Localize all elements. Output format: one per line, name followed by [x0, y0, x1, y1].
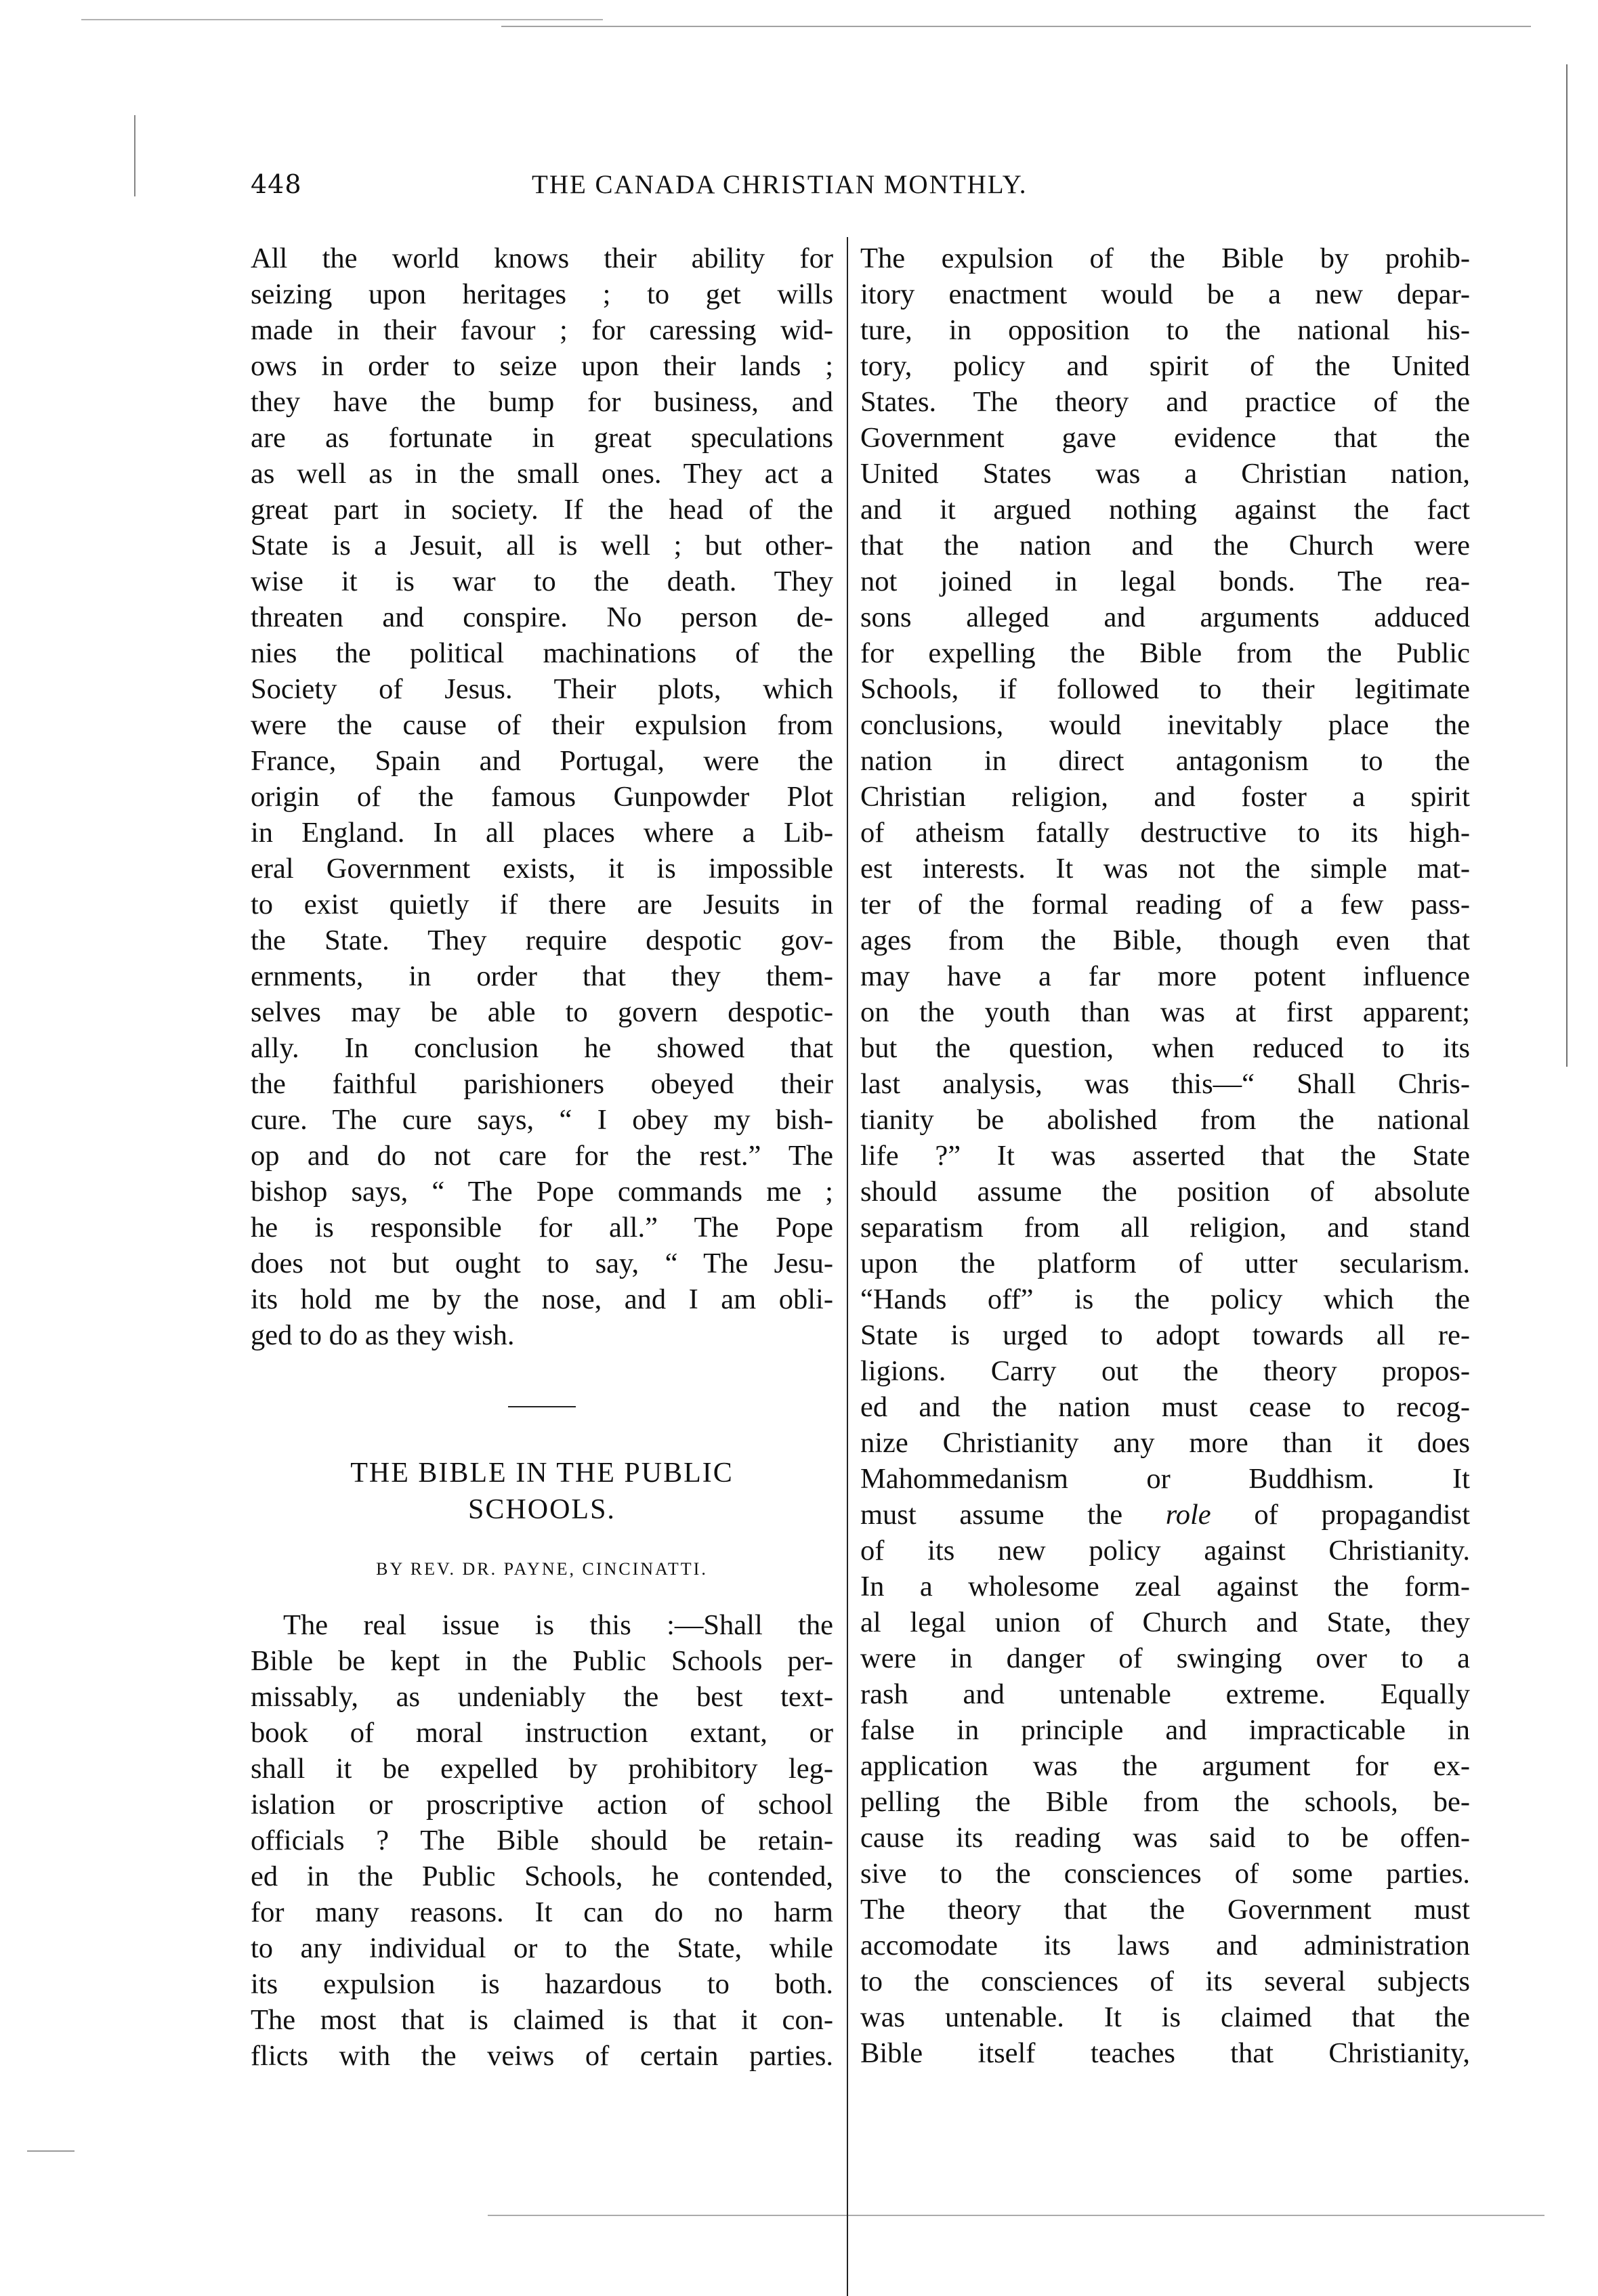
text-line: cause its reading was said to be offen- — [860, 1822, 1470, 1854]
text-line: itory enactment would be a new depar- — [860, 278, 1470, 310]
text-line: origin of the famous Gunpowder Plot — [251, 781, 833, 813]
text-line: false in principle and impracticable in — [860, 1714, 1470, 1746]
text-line: conclusions, would inevitably place the — [860, 709, 1470, 741]
text-line: accomodate its laws and administration — [860, 1930, 1470, 1961]
text-line: sive to the consciences of some parties. — [860, 1858, 1470, 1890]
text-line: eral Government exists, it is impossible — [251, 853, 833, 885]
page-header — [251, 169, 1531, 210]
text-line: wise it is war to the death. They — [251, 566, 833, 597]
text-line: application was the argument for ex- — [860, 1750, 1470, 1782]
text-line: Bible itself teaches that Christianity, — [860, 2037, 1470, 2069]
text-line: its expulsion is hazardous to both. — [251, 1968, 833, 2000]
text-line: cure. The cure says, “ I obey my bish- — [251, 1104, 833, 1136]
text-line: but the question, when reduced to its — [860, 1032, 1470, 1064]
text-line: State is a Jesuit, all is well ; but other- — [251, 530, 833, 561]
text-line: Christian religion, and foster a spirit — [860, 781, 1470, 813]
text-line: on the youth than was at first apparent; — [860, 996, 1470, 1028]
scan-artifact-bottom — [488, 2215, 1544, 2216]
text-line: islation or proscriptive action of school — [251, 1789, 833, 1821]
text-line: to exist quietly if there are Jesuits in — [251, 889, 833, 920]
text-line: they have the bump for business, and — [251, 386, 833, 418]
article-title: THE BIBLE IN THE PUBLIC — [350, 1458, 734, 1489]
text-line: sons alleged and arguments adduced — [860, 601, 1470, 633]
scan-artifact-top — [81, 19, 603, 20]
text-line: Mahommedanism or Buddhism. It — [860, 1463, 1470, 1495]
text-line: est interests. It was not the simple mat- — [860, 853, 1470, 885]
text-line: he is responsible for all.” The Pope — [251, 1212, 833, 1243]
text-line: may have a far more potent influence — [860, 960, 1470, 992]
text-line: seizing upon heritages ; to get wills — [251, 278, 833, 310]
text-line: life ?” It was asserted that the State — [860, 1140, 1470, 1172]
text-line: great part in society. If the head of the — [251, 494, 833, 526]
text-line: ed in the Public Schools, he contended, — [251, 1861, 833, 1892]
text-line: al legal union of Church and State, they — [860, 1607, 1470, 1638]
text-line: ligions. Carry out the theory propos- — [860, 1355, 1470, 1387]
text-line: ture, in opposition to the national his- — [860, 314, 1470, 346]
text-line: “Hands off” is the policy which the — [860, 1283, 1470, 1315]
text-line: tory, policy and spirit of the United — [860, 350, 1470, 382]
text-line: does not but ought to say, “ The Jesu- — [251, 1248, 833, 1279]
text-line: nize Christianity any more than it does — [860, 1427, 1470, 1459]
text-line: ally. In conclusion he showed that — [251, 1032, 833, 1064]
article-title-continued: SCHOOLS. — [468, 1494, 616, 1525]
text-line: and it argued nothing against the fact — [860, 494, 1470, 526]
text-line: ernments, in order that they them- — [251, 960, 833, 992]
text-line: for expelling the Bible from the Public — [860, 637, 1470, 669]
text-line-with-italic — [860, 1497, 1470, 1533]
text-line: Society of Jesus. Their plots, which — [251, 673, 833, 705]
text-line: missably, as undeniably the best text- — [251, 1681, 833, 1713]
text-line: pelling the Bible from the schools, be- — [860, 1786, 1470, 1818]
article-byline: BY REV. DR. PAYNE, CINCINATTI. — [376, 1559, 708, 1579]
text-line: to the consciences of its several subjects — [860, 1965, 1470, 1997]
text-line: United States was a Christian nation, — [860, 458, 1470, 490]
text-line: as well as in the small ones. They act a — [251, 458, 833, 490]
section-separator — [508, 1406, 576, 1407]
text-line: selves may be able to govern despotic- — [251, 996, 833, 1028]
text-line: were in danger of swinging over to a — [860, 1642, 1470, 1674]
text-line: State is urged to adopt towards all re- — [860, 1319, 1470, 1351]
text-line: ged to do as they wish. — [251, 1319, 515, 1351]
scan-artifact-top-right — [501, 26, 1531, 27]
running-title: THE CANADA CHRISTIAN MONTHLY. — [532, 170, 1028, 199]
text-line: of atheism fatally destructive to its high- — [860, 817, 1470, 849]
text-line: All the world knows their ability for — [251, 242, 833, 274]
text-line: the State. They require despotic gov- — [251, 924, 833, 956]
text-line: the faithful parishioners obeyed their — [251, 1068, 833, 1100]
text-line: were the cause of their expulsion from — [251, 709, 833, 741]
text-line: should assume the position of absolute — [860, 1176, 1470, 1208]
text-line: bishop says, “ The Pope commands me ; — [251, 1176, 833, 1208]
text-line: tianity be abolished from the national — [860, 1104, 1470, 1136]
column-divider — [847, 237, 848, 2296]
text-line: The most that is claimed is that it con- — [251, 2004, 833, 2036]
text-line: of its new policy against Christianity. — [860, 1535, 1470, 1567]
page-number: 448 — [251, 169, 302, 199]
text-line: Government gave evidence that the — [860, 422, 1470, 454]
text-fragment: of propagandist — [1254, 1499, 1470, 1531]
text-line: nation in direct antagonism to the — [860, 745, 1470, 777]
text-line: last analysis, was this—“ Shall Chris- — [860, 1068, 1470, 1100]
text-line: flicts with the veiws of certain parties. — [251, 2040, 833, 2072]
text-line: not joined in legal bonds. The rea- — [860, 566, 1470, 597]
text-line: Schools, if followed to their legitimate — [860, 673, 1470, 705]
text-line: for many reasons. It can do no harm — [251, 1896, 833, 1928]
text-line: France, Spain and Portugal, were the — [251, 745, 833, 777]
text-line: officials ? The Bible should be retain- — [251, 1825, 833, 1856]
text-line: threaten and conspire. No person de- — [251, 601, 833, 633]
scan-artifact-right-edge — [1566, 64, 1568, 1067]
text-line: are as fortunate in great speculations — [251, 422, 833, 454]
text-line: In a wholesome zeal against the form- — [860, 1571, 1470, 1602]
text-line: nies the political machinations of the — [251, 637, 833, 669]
italic-word: role — [1165, 1499, 1211, 1531]
text-line: upon the platform of utter secularism. — [860, 1248, 1470, 1279]
text-line: in England. In all places where a Lib- — [251, 817, 833, 849]
text-line: op and do not care for the rest.” The — [251, 1140, 833, 1172]
text-line: was untenable. It is claimed that the — [860, 2001, 1470, 2033]
text-line: ed and the nation must cease to recog- — [860, 1391, 1470, 1423]
scan-artifact-bottom-left — [27, 2150, 75, 2152]
text-line: made in their favour ; for caressing wid- — [251, 314, 833, 346]
left-column — [251, 240, 833, 2074]
text-line: separatism from all religion, and stand — [860, 1212, 1470, 1243]
text-line: The theory that the Government must — [860, 1894, 1470, 1926]
text-fragment: must assume the — [860, 1499, 1123, 1531]
text-line: that the nation and the Church were — [860, 530, 1470, 561]
text-line: The real issue is this :—Shall the — [283, 1609, 833, 1641]
text-line: The expulsion of the Bible by prohib- — [860, 242, 1470, 274]
text-line: its hold me by the nose, and I am obli- — [251, 1283, 833, 1315]
text-line: to any individual or to the State, while — [251, 1932, 833, 1964]
right-column — [860, 240, 1470, 2071]
text-line: rash and untenable extreme. Equally — [860, 1678, 1470, 1710]
text-line: shall it be expelled by prohibitory leg- — [251, 1753, 833, 1785]
text-line: States. The theory and practice of the — [860, 386, 1470, 418]
scan-artifact-left-mark — [134, 115, 135, 196]
text-line: ages from the Bible, though even that — [860, 924, 1470, 956]
text-line: ows in order to seize upon their lands ; — [251, 350, 833, 382]
text-line: book of moral instruction extant, or — [251, 1717, 833, 1749]
text-line: Bible be kept in the Public Schools per- — [251, 1645, 833, 1677]
text-line: ter of the formal reading of a few pass- — [860, 889, 1470, 920]
